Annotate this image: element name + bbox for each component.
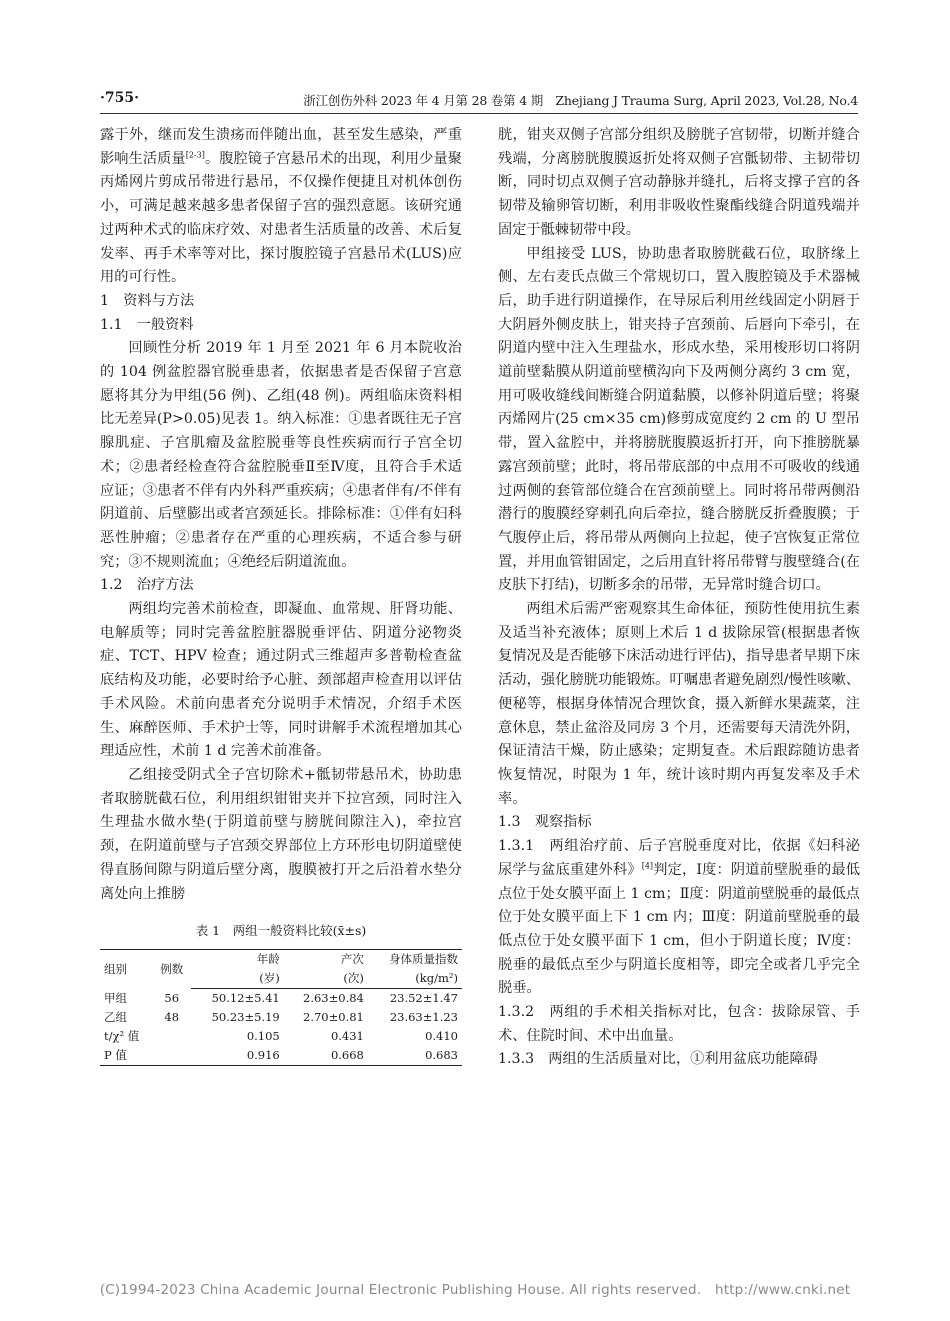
cell-parity: 2.63±0.84	[303, 990, 364, 1005]
cell-age: 0.916	[191, 1046, 284, 1066]
left-column	[100, 124, 462, 1066]
paragraph-1-3-2: 1.3.2 两组的手术相关指标对比，包含：拔除尿管、手术、住院时间、术中出血量。	[498, 1004, 860, 1044]
copyright-footer: (C)1994-2023 China Academic Journal Electronic Publishing House. All rights reserved. http://www.cnki.net	[99, 1282, 851, 1298]
cell-age: 50.12±5.41	[211, 990, 280, 1005]
section-heading-1-2: 1.2 治疗方法	[100, 577, 194, 594]
cell-count	[153, 1046, 191, 1066]
section-heading-1-1: 1.1 一般资料	[100, 316, 194, 333]
table-row	[100, 1008, 462, 1027]
cell-count: 56	[164, 990, 180, 1005]
th-group: 组别	[100, 949, 153, 988]
th-parity-unit: (次)	[284, 969, 368, 989]
table-row	[100, 1046, 462, 1066]
paragraph-continued: 胱，钳夹双侧子宫部分组织及膀胱子宫韧带，切断并缝合残端，分离膀胱腹膜返折处将双侧子宫骶韧带、主韧带切断，同时切点双侧子宫动静脉并缝扎，后将支撑子宫的各韧带及输卵管切断，利用非吸收性聚酯线缝合阴道残端并固定于骶棘韧带中段。	[498, 127, 860, 238]
paragraph-1-3-1: 1.3.1 两组治疗前、后子宫脱垂度对比，依据《妇科泌尿学与盆底重建外科》[4]判定，Ⅰ度：阴道前壁脱垂的最低点位于处女膜平面上 1 cm；Ⅱ度：阴道前壁脱垂的最低点位于处女膜平面上下 1 cm 内；Ⅲ度：阴道前壁脱垂的最低点位于处女膜平面下 1 cm，但小于阴道长度；Ⅳ度：脱垂的最低点至少与阴道长度相等，即完全或者几乎完全脱垂。	[498, 838, 860, 997]
table-general-data	[100, 949, 462, 1066]
cell-group: t/χ² 值	[104, 1028, 140, 1043]
cell-age: 0.105	[246, 1028, 280, 1043]
th-bmi-unit: (kg/m²)	[368, 969, 462, 989]
paragraph-group-jia: 甲组接受 LUS，协助患者取膀胱截石位，取脐缘上侧、左右麦氏点做三个常规切口，置入腹腔镜及手术器械后，助手进行阴道操作，在导尿后利用丝线固定小阴唇于大阴唇外侧皮肤上，钳夹持子宫颈前、后唇向下牵引，在阴道内壁中注入生理盐水，形成水垫，采用梭形切口将阴道前壁黏膜从阴道前壁横沟向下及两侧分离约 3 cm 宽，用可吸收缝线间断缝合阴道黏膜，以修补阴道后壁；将聚丙烯网片(25 cm×35 cm)修剪成宽度约 2 cm 的 U 型吊带，置入盆腔中，并将膀胱腹膜返折打开，向下推膀胱暴露宫颈前壁；此时，将吊带底部的中点用不可吸收的线通过两侧的套管部位缝合在宫颈前壁上。同时将吊带两侧沿潜行的腹膜经穿刺孔向后牵拉，缝合膀胱反折叠腹膜；于气腹停止后，将吊带从两侧向上拉起，使子宫恢复正常位置，并用血管钳固定，之后用直针将吊带臂与腹壁缝合(在皮肤下打结)，切断多余的吊带，无异常时缝合切口。	[498, 245, 860, 594]
cell-bmi: 23.52±1.47	[389, 990, 458, 1005]
cell-parity: 0.431	[330, 1028, 364, 1043]
th-count: 例数	[153, 949, 191, 988]
cell-bmi: 23.63±1.23	[389, 1009, 458, 1024]
cell-parity: 0.668	[284, 1046, 368, 1066]
cell-parity: 2.70±0.81	[303, 1009, 364, 1024]
th-bmi: 身体质量指数	[368, 949, 462, 969]
table-row	[100, 1027, 462, 1046]
th-parity: 产次	[284, 949, 368, 969]
cell-count	[153, 1027, 191, 1046]
section-heading-1-3: 1.3 观察指标	[498, 814, 592, 831]
table-row	[100, 988, 462, 1008]
cell-age: 50.23±5.19	[211, 1009, 280, 1024]
cell-group: 乙组	[104, 1009, 127, 1024]
cell-count: 48	[164, 1009, 180, 1024]
th-age: 年龄	[191, 949, 284, 969]
page-number: ·755·	[100, 90, 139, 106]
paragraph-preop: 两组均完善术前检查，即凝血、血常规、肝肾功能、电解质等；同时完善盆腔脏器脱垂评估、阴道分泌物炎症、TCT、HPV 检查；通过阴式三维超声多普勒检查盆底结构及功能，必要时给予心脏、颈部超声检查用以评估手术风险。术前向患者充分说明手术情况，介绍手术医生、麻醉医师、手术护士等，同时讲解手术流程增加其心理适应性，术前 1 d 完善术前准备。	[100, 601, 462, 760]
cell-group: 甲组	[104, 990, 127, 1005]
journal-header: 浙江创伤外科 2023 年 4 月第 28 卷第 4 期 Zhejiang J Trauma Surg, April 2023, Vol.28, No.4	[303, 93, 858, 108]
table-caption: 表 1 两组一般资料比较(x̄±s)	[195, 923, 367, 939]
paragraph-postop: 两组术后需严密观察其生命体征，预防性使用抗生素及适当补充液体；原则上术后 1 d 拔除尿管(根据患者恢复情况及是否能够下床活动进行评估)，指导患者早期下床活动，强化膀胱功能锻炼。叮嘱患者避免剧烈/慢性咳嗽、便秘等，根据身体情况合理饮食，摄入新鲜水果蔬菜，注意休息，禁止盆浴及同房 3 个月，还需要每天清洗外阴，保证清洁干燥，防止感染；定期复查。术后跟踪随访患者恢复情况，时限为 1 年，统计该时期内再复发率及手术率。	[498, 601, 860, 807]
citation[interactable]: [4]	[641, 861, 654, 871]
intro-paragraph: 露于外，继而发生溃疡而伴随出血，甚至发生感染，严重影响生活质量[2-3]。腹腔镜子宫悬吊术的出现，利用少量聚丙烯网片剪成吊带进行悬吊，不仅操作便捷且对机体创伤小，可满足越来越多患者保留子宫的强烈意愿。该研究通过两种术式的临床疗效、对患者生活质量的改善、术后复发率、再手术率等对比，探讨腹腔镜子宫悬吊术(LUS)应用的可行性。	[100, 127, 462, 286]
th-age-unit: (岁)	[191, 969, 284, 989]
cell-group: P 值	[100, 1046, 153, 1066]
right-column	[498, 124, 860, 1072]
paragraph-group-yi: 乙组接受阴式全子宫切除术+骶韧带悬吊术，协助患者取膀胱截石位，利用组织钳钳夹并下拉宫颈，同时注入生理盐水做水垫(于阴道前壁与膀胱间隙注入)，牵拉宫颈，在阴道前壁与子宫颈交界部位上方环形电切阴道壁使得直肠间隙与阴道后壁分离，腹膜被打开之后沿着水垫分离处向上推膀	[100, 766, 462, 902]
paragraph-general-data: 回顾性分析 2019 年 1 月至 2021 年 6 月本院收治的 104 例盆腔器官脱垂患者，依据患者是否保留子宫意愿将其分为甲组(56 例)、乙组(48 例)。两组临床资料相比无差异(P>0.05)见表 1。纳入标准：①患者既往无子宫腺肌症、子宫肌瘤及盆腔脱垂等良性疾病而行子宫全切术；②患者经检查符合盆腔脱垂Ⅱ至Ⅳ度，且符合手术适应证；③患者不伴有内外科严重疾病；④患者伴有/不伴有阴道前、后壁膨出或者宫颈延长。排除标准：①伴有妇科恶性肿瘤；②患者存在严重的心理疾病，不适合参与研究；③不规则流血；④绝经后阴道流血。	[100, 340, 462, 570]
cell-bmi: 0.410	[425, 1028, 458, 1043]
cell-bmi: 0.683	[368, 1046, 462, 1066]
section-heading-1: 1 资料与方法	[100, 292, 195, 309]
citation[interactable]: [2-3]	[185, 149, 205, 159]
paragraph-1-3-3: 1.3.3 两组的生活质量对比，①利用盆底功能障碍	[498, 1051, 818, 1068]
header-rule	[100, 113, 858, 114]
